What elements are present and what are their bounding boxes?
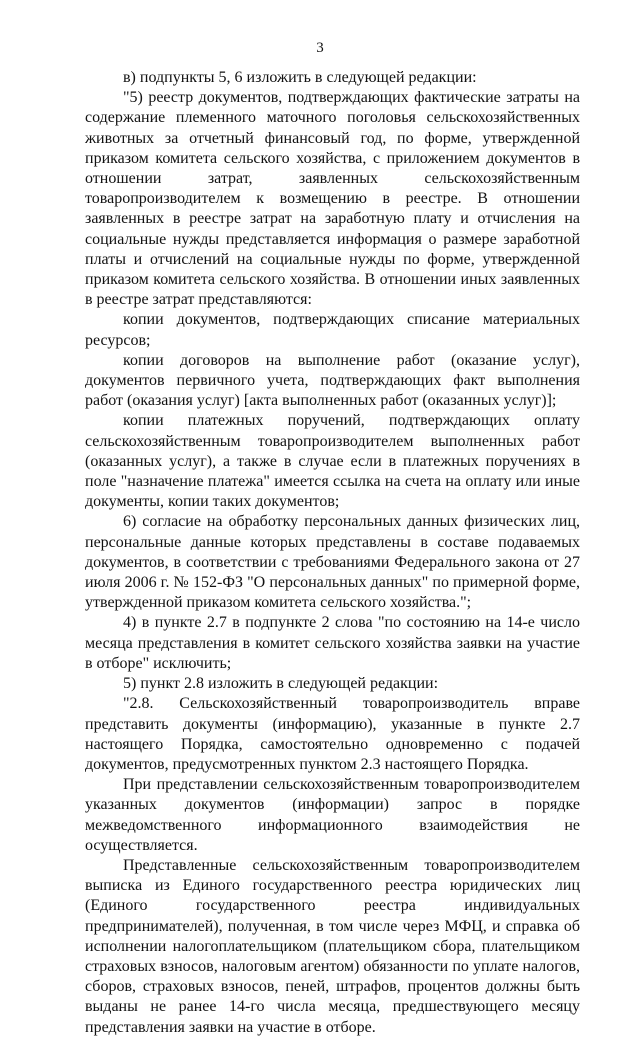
document-body [85,68,580,1038]
paragraph-item-5-clause-2-8: 5) пункт 2.8 изложить в следующей редакции: [123,675,439,693]
paragraph-interagency-request: При представлении сельскохозяйственным товаропроизводителем указанных документов (информации) запрос в порядке межведомственного информационного взаимодействия не осуществляется. [85,776,580,854]
paragraph-amendment-subitems-5-6: в) подпункты 5, 6 изложить в следующей редакции: [123,69,477,86]
paragraph-subitem-6-consent: 6) согласие на обработку персональных данных физических лиц, персональные данные которых представлены в составе подаваемых документов, в соответствии с требованиями Федерального закона от 27 июля 2006 г. № 152-ФЗ "О персональных данных" по примерной форме, утвержденной приказом комитета сельского хозяйства."; [85,513,580,612]
paragraph-clause-2-8-text: "2.8. Сельскохозяйственный товаропроизводитель вправе представить документы (информацию), указанные в пункте 2.7 настоящего Порядка, самостоятельно одновременно с подачей документов, предусмотренных пунктом 2.3 настоящего Порядка. [85,695,580,773]
paragraph-copies-material-write-off: копии документов, подтверждающих списание материальных ресурсов; [85,311,580,349]
paragraph-registry-extract: Представленные сельскохозяйственным товаропроизводителем выписка из Единого государственного реестра юридических лиц (Единого государственного реестра индивидуальных предпринимателей), полученная, в том числе через МФЦ, и справка об исполнении налогоплательщиком (плательщиком сбора, плательщиком страховых взносов, налоговым агентом) обязанности по уплате налогов, сборов, страховых взносов, пеней, штрафов, процентов должны быть выданы не ранее 14-го числа месяца, предшествующего месяцу представления заявки на участие в отборе. [85,856,580,1036]
paragraph-copies-contracts: копии договоров на выполнение работ (оказание услуг), документов первичного учета, подтверждающих факт выполнения работ (оказания услуг) [акта выполненных работ (оказанных услуг)]; [85,351,580,410]
paragraph-item-4-clause-2-7: 4) в пункте 2.7 в подпункте 2 слова "по состоянию на 14-е число месяца представления в комитет сельского хозяйства заявки на участие в отборе" исключить; [85,614,580,672]
page-number: 3 [316,40,324,56]
paragraph-subitem-5-registry: "5) реестр документов, подтверждающих фактические затраты на содержание племенного маточного поголовья сельскохозяйственных животных за отчетный финансовый год, по форме, утвержденной приказом комитета сельского хозяйства, с приложением документов в отношении затрат, заявленных сельскохозяйственным товаропроизводителем к возмещению в реестре. В отношении заявленных в реестре затрат на заработную плату и отчисления на социальные нужды представляется информация о размере заработной платы и отчислений на социальные нужды по форме, утвержденной приказом комитета сельского хозяйства. В отношении иных заявленных в реестре затрат представляются: [85,89,580,309]
paragraph-copies-payment-orders: копии платежных поручений, подтверждающих оплату сельскохозяйственным товаропроизводителем выполненных работ (оказанных услуг), а также в случае если в платежных поручениях в поле "назначение платежа" имеется ссылка на счета на оплату или иные документы, копии таких документов; [85,412,580,511]
